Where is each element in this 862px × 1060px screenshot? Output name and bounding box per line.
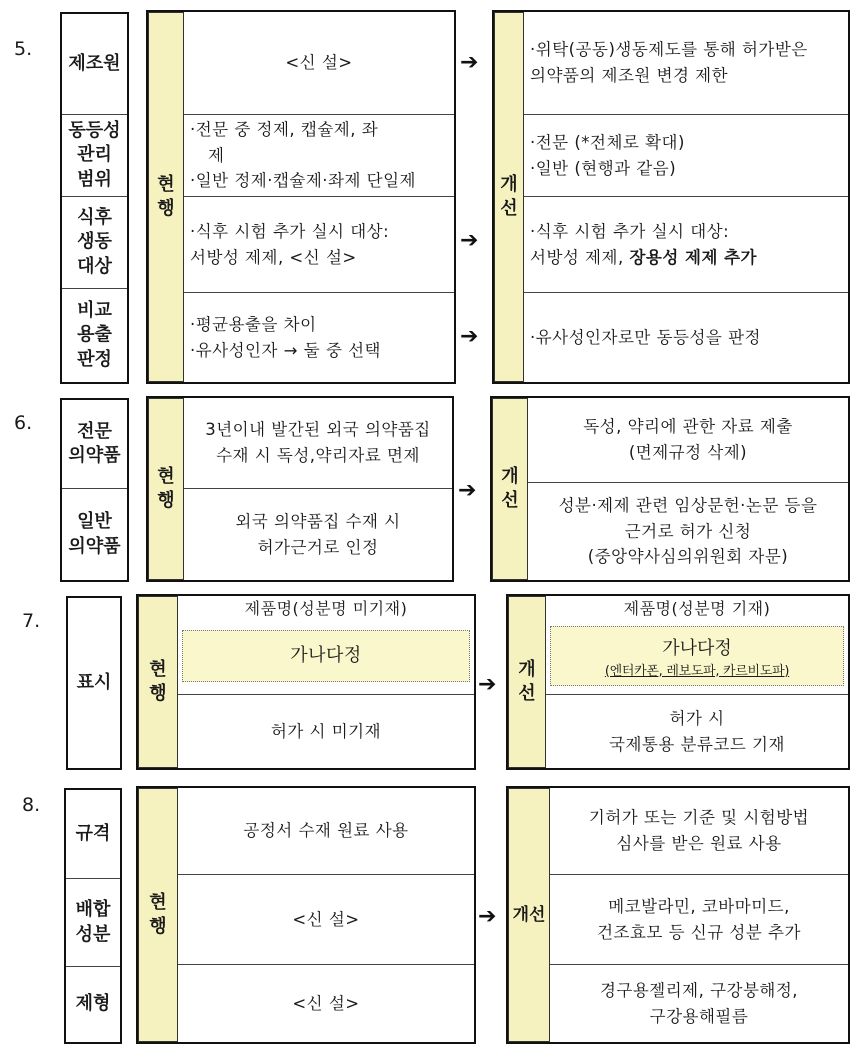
s5-improved-manufacturer: ·위탁(공동)생동제도를 통해 허가받은 의약품의 제조원 변경 제한 xyxy=(530,40,808,85)
s8-current-dosage-form: <신 설> xyxy=(178,964,474,1042)
s7-improved-product-name: 제품명(성분명 기재) xyxy=(623,598,771,618)
s6-arrow: ➔ xyxy=(458,478,477,503)
section-7-number: 7. xyxy=(22,610,41,632)
s5-improved-dissolution: ·유사성인자로만 동등성을 판정 xyxy=(524,292,848,382)
s7-improved-tag: 개 선 xyxy=(508,596,546,768)
s7-improved-box xyxy=(506,594,850,770)
s6-current-prescription: 3년이내 발간된 외국 의약품집 수재 시 독성,약리자료 면제 xyxy=(205,420,431,465)
s5-current-box xyxy=(146,10,456,384)
s7-current-product-name: 제품명(성분명 미기재) xyxy=(244,598,408,618)
section-6-number: 6. xyxy=(14,412,33,434)
s5-label-postprandial: 식후 생동 대상 xyxy=(62,196,127,288)
s8-label-column xyxy=(64,788,122,1044)
s8-current-box xyxy=(136,786,476,1044)
s7-arrow: ➔ xyxy=(478,672,497,697)
s8-improved-dosage-form: 경구용젤리제, 구강붕해정, 구강용해필름 xyxy=(550,964,848,1042)
s5-improved-bold-addition: 장용성 제제 추가 xyxy=(629,247,757,267)
s5-label-manufacturer: 제조원 xyxy=(68,52,121,74)
s8-current-spec: 공정서 수재 원료 사용 xyxy=(243,821,409,841)
s5-label-equivalence-scope: 동등성 관리 범위 xyxy=(62,114,127,196)
section-5-number: 5. xyxy=(14,38,33,60)
s5-arrow-1: ➔ xyxy=(460,50,479,75)
s7-current-box xyxy=(136,594,476,770)
s7-improved-permit: 허가 시 국제통용 분류코드 기재 xyxy=(546,694,848,768)
s7-current-permit: 허가 시 미기재 xyxy=(178,694,474,768)
s8-current-tag: 현 행 xyxy=(138,788,178,1042)
s6-improved-prescription: 독성, 약리에 관한 자료 제출 (면제규정 삭제) xyxy=(583,417,793,462)
s6-label-prescription: 전문 의약품 xyxy=(68,420,121,466)
s5-current-tag: 현 행 xyxy=(148,12,184,382)
s5-improved-postprandial: ·식후 시험 추가 실시 대상: 서방성 제제, 장용성 제제 추가 xyxy=(524,196,848,292)
s5-label-column xyxy=(60,12,129,384)
s5-current-dissolution: ·평균용출을 차이 ·유사성인자 → 둘 중 선택 xyxy=(184,292,454,382)
s8-label-dosage-form: 제형 xyxy=(66,966,120,1042)
s5-arrow-2: ➔ xyxy=(460,228,479,253)
s5-improved-scope: ·전문 (*전체로 확대) ·일반 (현행과 같음) xyxy=(524,114,848,196)
s7-current-tag: 현 행 xyxy=(138,596,178,768)
s8-improved-box xyxy=(506,786,850,1044)
s5-current-scope: ·전문 중 정제, 캡슐제, 좌 제 ·일반 정제·캡슐제·좌제 단일제 xyxy=(184,114,454,196)
s7-improved-example-ingredients: (엔터카폰, 레보도파, 카르비도파) xyxy=(604,663,790,679)
s8-improved-tag: 개선 xyxy=(508,788,550,1042)
s5-current-manufacturer: <신 설> xyxy=(285,53,353,73)
s6-current-otc: 외국 의약품집 수재 시 허가근거로 인정 xyxy=(184,488,452,580)
s7-improved-example-name: 가나다정 xyxy=(662,637,732,659)
s5-arrow-3: ➔ xyxy=(460,324,479,349)
s6-improved-box xyxy=(490,396,850,582)
section-8-number: 8. xyxy=(22,794,41,816)
s8-label-ingredient: 배합 성분 xyxy=(66,878,120,966)
s6-label-otc: 일반 의약품 xyxy=(62,488,127,580)
s6-improved-otc: 성분·제제 관련 임상문헌·논문 등을 근거로 허가 신청 (중앙약사심의위원회 자문) xyxy=(528,482,848,580)
s8-arrow: ➔ xyxy=(478,904,497,929)
s8-improved-ingredient: 메코발라민, 코바마미드, 건조효모 등 신규 성분 추가 xyxy=(550,874,848,964)
s5-current-postprandial: ·식후 시험 추가 실시 대상: 서방성 제제, <신 설> xyxy=(184,196,454,292)
s5-label-dissolution: 비교 용출 판정 xyxy=(62,288,127,382)
s8-label-spec: 규격 xyxy=(75,822,111,844)
s7-current-example: 가나다정 xyxy=(182,630,470,682)
s7-label-display: 표시 xyxy=(66,596,122,770)
s6-improved-tag: 개 선 xyxy=(492,398,528,580)
s8-current-ingredient: <신 설> xyxy=(178,874,474,964)
s6-current-tag: 현 행 xyxy=(148,398,184,580)
s5-improved-tag: 개 선 xyxy=(494,12,524,382)
s7-improved-example xyxy=(550,626,844,686)
s6-label-column xyxy=(60,398,129,582)
s8-improved-spec: 기허가 또는 기준 및 시험방법 심사를 받은 원료 사용 xyxy=(588,808,810,853)
s5-improved-box xyxy=(492,10,850,384)
s6-current-box xyxy=(146,396,454,582)
